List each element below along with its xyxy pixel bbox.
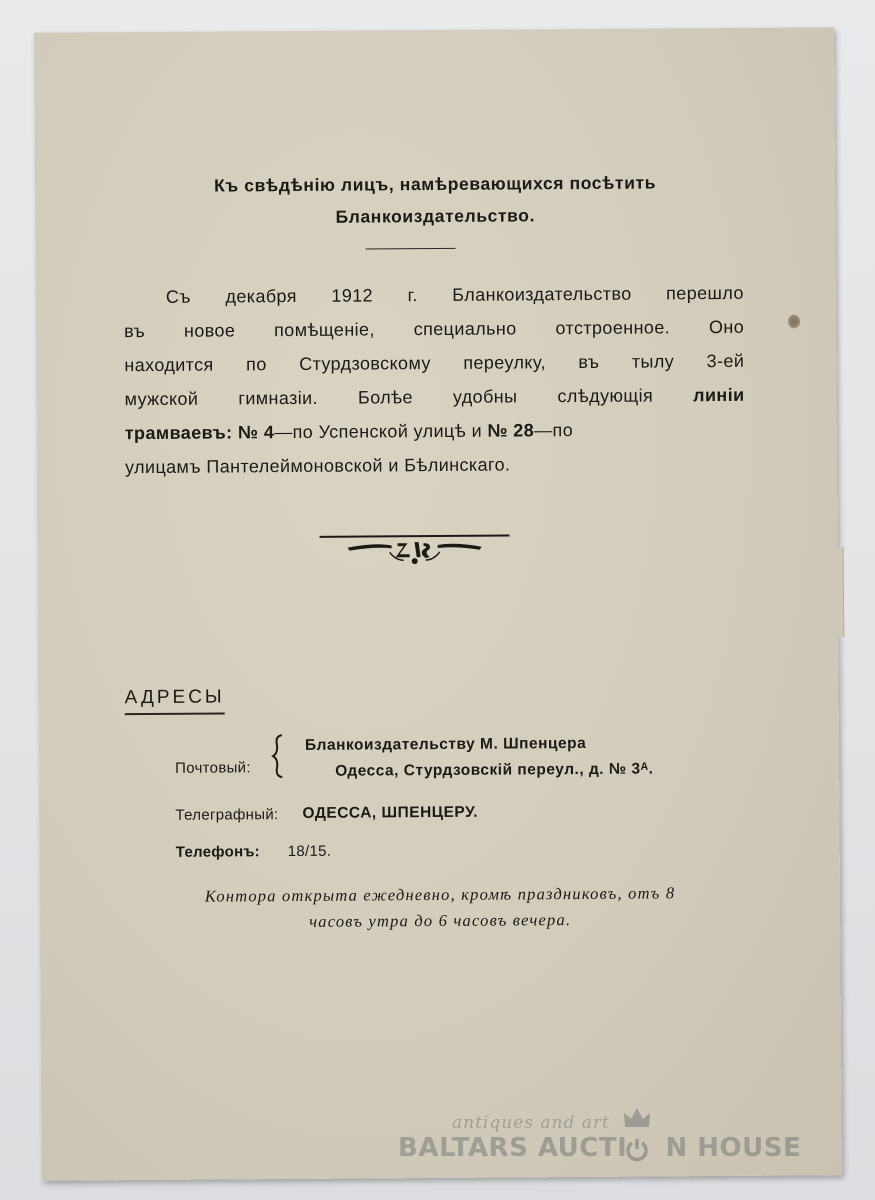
paragraph-line xyxy=(125,446,745,484)
postal-label: Почтовый: xyxy=(175,759,251,777)
telegraph-value: ОДЕССА, ШПЕНЦЕРУ. xyxy=(302,803,479,822)
document-page xyxy=(34,27,842,1181)
paragraph-line xyxy=(124,378,744,416)
ornament-divider xyxy=(319,529,509,570)
watermark-tagline: antiques and art xyxy=(452,1113,610,1133)
tram-line-28: № 28 xyxy=(487,420,535,441)
paragraph-text: —по xyxy=(534,420,574,441)
tram-line-4: трамваевъ: № 4 xyxy=(124,422,275,444)
paragraph-text: Съ декабря 1912 г. Бланкоиздательство перешло xyxy=(165,282,744,307)
paragraph-text: мужской гимназіи. Болѣе удобны слѣдующія xyxy=(124,385,694,410)
paragraph-line xyxy=(124,276,744,314)
power-icon xyxy=(624,1137,650,1163)
notice-title-line-1: Къ свѣдѣнію лицъ, намѣревающихся посѣтить xyxy=(214,172,657,196)
postal-address-line-2: Одесса, Стурдзовскій переул., д. № 3ᴬ. xyxy=(335,760,654,780)
paragraph-line xyxy=(124,344,744,382)
paragraph-bold-text: линіи xyxy=(693,384,745,406)
notice-title-line-2: Бланкоиздательство. xyxy=(335,205,536,227)
torn-edge xyxy=(835,547,845,637)
brace-icon xyxy=(271,733,285,779)
addresses-heading: АДРЕСЫ xyxy=(125,686,225,715)
office-hours-line-2: часовъ утра до 6 часовъ вечера. xyxy=(309,910,572,931)
telegraph-label: Телеграфный: xyxy=(175,806,279,824)
phone-value: 18/15. xyxy=(287,842,332,861)
paragraph-line xyxy=(125,412,745,450)
auction-house-watermark xyxy=(398,1105,802,1185)
crown-icon xyxy=(622,1105,652,1131)
paragraph-text: —по Успенской улицѣ и xyxy=(274,420,488,443)
paragraph-text: улицамъ Пантелеймоновской и Бѣлинскаго. xyxy=(124,454,511,478)
paragraph-text: находится по Стурдзовскому переулку, въ тылу 3-ей xyxy=(124,350,745,376)
title-divider xyxy=(366,248,456,250)
watermark-brand-text: BALTARS AUCTI N HOUSE xyxy=(398,1133,802,1163)
paragraph-text: въ новое помѣщеніе, специально отстроенное. Оно xyxy=(124,316,745,342)
phone-label: Телефонъ: xyxy=(175,843,261,861)
paper-stain xyxy=(788,314,800,328)
watermark-brand xyxy=(398,1133,801,1163)
postal-address-line-1: Бланкоиздательству М. Шпенцера xyxy=(304,734,587,754)
office-hours-line-1: Контора открыта ежедневно, кромѣ праздниковъ, отъ 8 xyxy=(204,883,676,906)
paragraph-line xyxy=(124,310,744,348)
